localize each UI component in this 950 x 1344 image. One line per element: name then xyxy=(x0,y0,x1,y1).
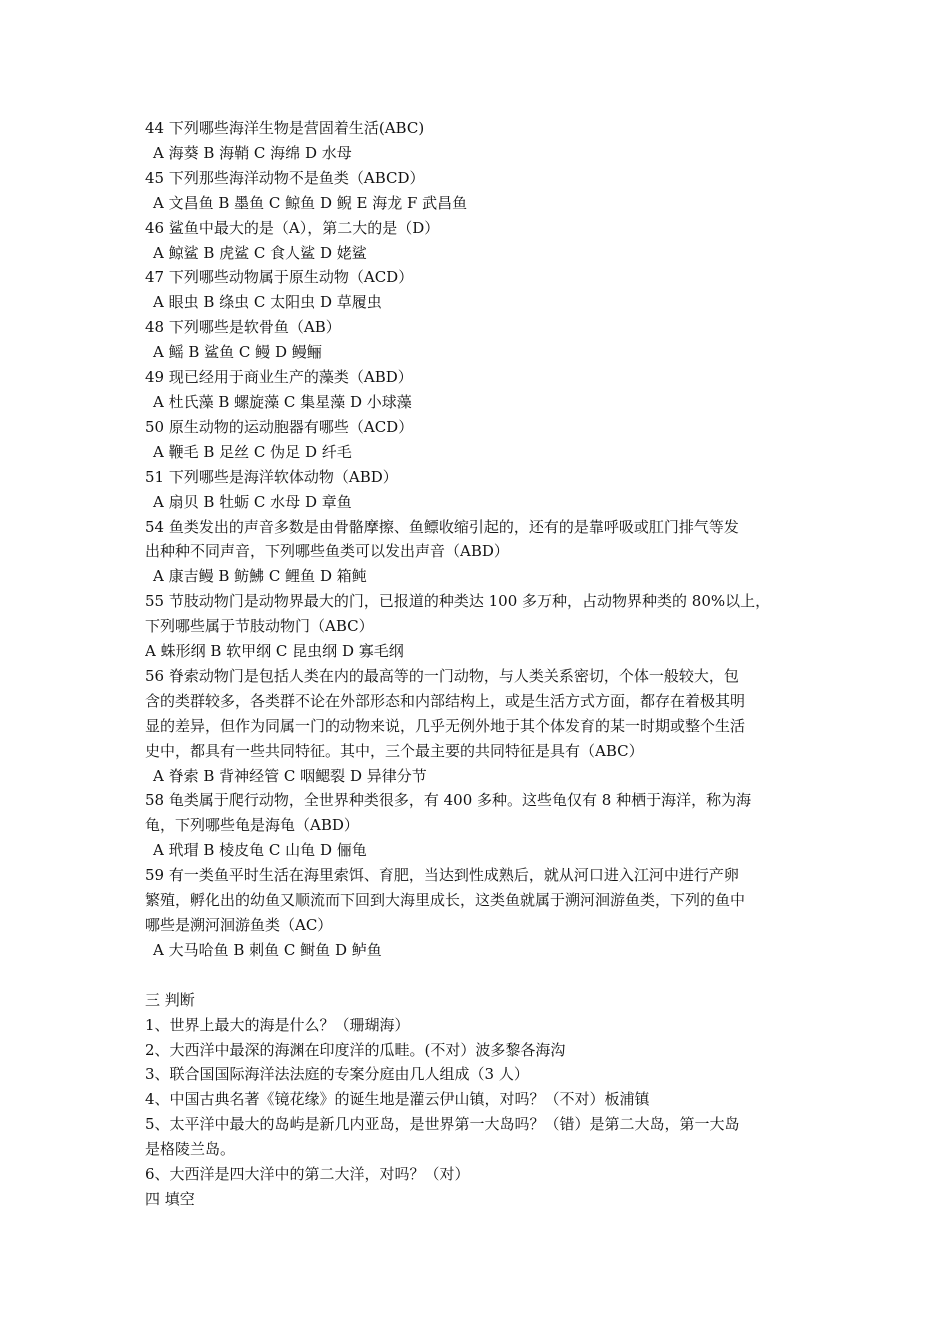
text-line: 显的差异，但作为同属一门的动物来说，几乎无例外地于其个体发育的某一时期或整个生活 xyxy=(145,716,746,735)
text-line: 出种种不同声音，下列哪些鱼类可以发出声音（ABD） xyxy=(145,542,509,561)
text-line: 2、大西洋中最深的海渊在印度洋的瓜畦。(不对）波多黎各海沟 xyxy=(145,1040,566,1059)
text-line: 48 下列哪些是软骨鱼（AB） xyxy=(145,318,341,337)
blank-line xyxy=(145,963,810,988)
text-line: 三 判断 xyxy=(145,990,195,1009)
text-line: 50 原生动物的运动胞器有哪些（ACD） xyxy=(145,417,414,436)
text-line: 繁殖，孵化出的幼鱼又顺流而下回到大海里成长，这类鱼就属于溯河洄游鱼类，下列的鱼中 xyxy=(145,891,746,910)
text-line: 47 下列哪些动物属于原生动物（ACD） xyxy=(145,268,414,287)
text-line: A 杜氏藻 B 螺旋藻 C 集星藻 D 小球藻 xyxy=(153,392,412,411)
text-line: A 脊索 B 背神经管 C 咽鳃裂 D 异律分节 xyxy=(153,766,427,785)
text-line: 3、联合国国际海洋法法庭的专案分庭由几人组成（3 人） xyxy=(145,1065,529,1084)
text-line: 含的类群较多，各类群不论在外部形态和内部结构上，或是生活方式方面，都存在着极其明 xyxy=(145,691,746,710)
text-line: 56 脊索动物门是包括人类在内的最高等的一门动物，与人类关系密切，个体一般较大，包 xyxy=(145,666,739,685)
text-line: 哪些是溯河洄游鱼类（AC） xyxy=(145,916,333,934)
text-line: 51 下列哪些是海洋软体动物（ABD） xyxy=(145,467,398,486)
text-line: A 海葵 B 海鞘 C 海绵 D 水母 xyxy=(153,143,352,162)
text-line: 下列哪些属于节肢动物门（ABC） xyxy=(145,617,374,636)
text-line: 59 有一类鱼平时生活在海里索饵、育肥，当达到性成熟后，就从河口进入江河中进行产卵 xyxy=(145,866,739,885)
text-line: A 康吉鳗 B 鲂鮄 C 鲤鱼 D 箱鲀 xyxy=(153,567,367,586)
text-line: A 文昌鱼 B 墨鱼 C 鲸鱼 D 鲵 E 海龙 F 武昌鱼 xyxy=(153,193,468,212)
text-line: A 大马哈鱼 B 刺鱼 C 鲥鱼 D 鲈鱼 xyxy=(153,940,382,959)
text-line: 44 下列哪些海洋生物是营固着生活(ABC) xyxy=(145,119,425,137)
text-line: 54 鱼类发出的声音多数是由骨骼摩擦、鱼鳔收缩引起的，还有的是靠呼吸或肛门排气等发 xyxy=(145,517,739,536)
text-line: 4、中国古典名著《镜花缘》的诞生地是灌云伊山镇，对吗？（不对）板浦镇 xyxy=(145,1090,650,1109)
text-line: A 眼虫 B 绦虫 C 太阳虫 D 草履虫 xyxy=(153,293,382,312)
text-line: A 鲸鲨 B 虎鲨 C 食人鲨 D 姥鲨 xyxy=(153,243,367,262)
text-line: 46 鲨鱼中最大的是（A），第二大的是（D） xyxy=(145,218,440,237)
text-line: 6、大西洋是四大洋中的第二大洋，对吗？（对） xyxy=(145,1165,470,1184)
text-line: 四 填空 xyxy=(145,1189,195,1208)
text-line: 史中，都具有一些共同特征。其中，三个最主要的共同特征是具有（ABC） xyxy=(145,741,644,760)
text-line: 是格陵兰岛。 xyxy=(145,1140,236,1159)
text-line: A 蛛形纲 B 软甲纲 C 昆虫纲 D 寡毛纲 xyxy=(145,642,404,661)
text-line: 49 现已经用于商业生产的藻类（ABD） xyxy=(145,368,413,387)
text-line: 58 龟类属于爬行动物，全世界种类很多，有 400 多种。这些龟仅有 8 种栖于海洋，称为海 xyxy=(145,791,752,810)
text-line: 55 节肢动物门是动物界最大的门，已报道的种类达 100 多万种，占动物界种类的 80%以上， xyxy=(145,592,771,611)
text-line: 龟，下列哪些龟是海龟（ABD） xyxy=(145,816,359,835)
document-page xyxy=(145,116,810,1212)
text-line: A 鞭毛 B 足丝 C 伪足 D 纤毛 xyxy=(153,442,352,461)
text-line: A 玳瑁 B 棱皮龟 C 山龟 D 俪龟 xyxy=(153,841,367,860)
text-line: 5、太平洋中最大的岛屿是新几内亚岛，是世界第一大岛吗？（错）是第二大岛，第一大岛 xyxy=(145,1115,740,1134)
text-line: 1、世界上最大的海是什么？（珊瑚海） xyxy=(145,1015,410,1034)
text-line: A 鳐 B 鲨鱼 C 鳗 D 鳗鲡 xyxy=(153,343,322,362)
text-line: 45 下列那些海洋动物不是鱼类（ABCD） xyxy=(145,168,425,187)
text-line: A 扇贝 B 牡蛎 C 水母 D 章鱼 xyxy=(153,492,352,511)
